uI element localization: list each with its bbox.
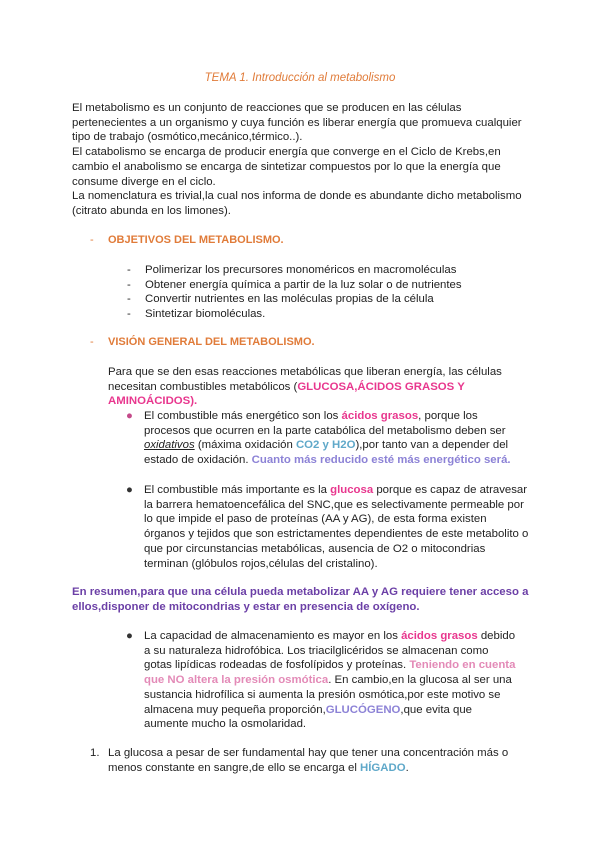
list-number: 1. [90,747,100,759]
text-span: La glucosa a pesar de ser fundamental hay que tener una concentración más o menos constante en sangre,de ello se encarga el [108,747,509,774]
highlight-glucosa: glucosa [330,484,374,496]
bullet-glucose [126,483,530,571]
bullet-storage [126,629,519,732]
heading-dash: - [90,234,94,246]
highlight-reduced: Cuanto más reducido esté más energético será. [251,454,511,467]
heading-objetivos-text: OBJETIVOS DEL METABOLISMO. [108,234,284,246]
list-item: - Convertir nutrientes en las moléculas propias de la célula [127,292,462,307]
bullet-dot: ● [126,630,133,642]
highlight-higado: HÍGADO [360,761,406,774]
intro-paragraph-1: El metabolismo es un conjunto de reacciones que se producen en las células pertenecientes a un organismo y cuya función es liberar energía que promueva cualquier tipo de trabajo (osmótico,mecánico,térmico..). [72,102,522,144]
highlight-glucogeno: GLUCÓGENO [325,703,401,716]
fuel-list-highlight: GLUCOSA,ÁCIDOS GRASOS Y AMINOÁCIDOS). [108,380,465,408]
text-span: Para que se den esas reacciones metabólicas que liberan energía, las células necesitan combustibles metabólicos ( [108,366,502,393]
vision-intro-paragraph [108,365,518,409]
text-span: . [405,761,409,774]
intro-section [72,101,532,219]
summary-paragraph: En resumen,para que una célula pueda metabolizar AA y AG requiere tener acceso a ellos,disponer de mitocondrias y estar en presencia de oxígeno. [72,586,529,613]
highlight-acidos-grasos: ácidos grasos [401,630,478,642]
objetivos-list [127,263,462,322]
bullet-dot: ● [126,410,133,422]
bullet-dot: ● [126,484,133,496]
highlight-co2-h2o: CO2 y H2O [295,439,356,452]
numbered-item-1 [90,746,530,775]
intro-paragraph-2: El catabolismo se encarga de producir energía que converge en el Ciclo de Krebs,en cambio el anabolismo se encarga de sintetizar compuestos por lo que la energía que consume diverge en el ciclo. [72,146,501,188]
list-item: - Polimerizar los precursores monoméricos en macromoléculas [127,263,462,278]
highlight-osmotic: Teniendo en cuenta que NO altera la presión osmótica [144,659,516,687]
text-span: (máxima oxidación [194,439,296,452]
text-span: debido a su naturaleza hidrofóbica. Los triacilglicéridos se almacenan como gotas lipídicas rodeadas de fosfolípidos y proteínas. [144,630,516,672]
bullet-fatty-acids [126,409,524,468]
text-span: porque es capaz de atravesar la barrera hematoencefálica del SNC,que es selectivamente permeable por lo que impide el paso de proteínas (AA y AG), de esta forma existen órganos y tejidos que son estrictamentes dependientes de este metabolito o que por circunstancias metabólicas, ausencia de O2 o mitocondrias terminan (glóbulos rojos,células del cristalino). [144,484,529,570]
heading-objetivos [90,234,284,246]
list-item: - Obtener energía química a partir de la luz solar o de nutrientes [127,278,462,293]
text-span: ,que evita que aumente mucho la osmolaridad. [144,703,472,731]
text-span: La capacidad de almacenamiento es mayor en los [144,630,402,642]
heading-dash: - [90,336,94,348]
intro-paragraph-3: La nomenclatura es trivial,la cual nos informa de donde es abundante dicho metabolismo (citrato abunda en los limones). [72,190,522,217]
underlined-oxidativos: oxidativos [144,439,195,452]
page-title: TEMA 1. Introducción al metabolismo [204,72,396,84]
text-span: , porque los procesos que ocurren en la parte catabólica del metabolismo deben ser [144,410,506,437]
highlight-acidos-grasos: ácidos grasos [341,410,419,422]
list-item: - Sintetizar biomoléculas. [127,307,462,322]
text-span: . En cambio,en la glucosa al ser una sustancia hidrofílica si aumenta la presión osmótica,por este motivo se almacena muy pequeña proporción, [144,674,512,716]
heading-vision-text: VISIÓN GENERAL DEL METABOLISMO. [108,336,315,348]
heading-vision [90,336,315,348]
text-span: ),por tanto van a depender del estado de oxidación. [144,439,509,467]
text-span: El combustible más importante es la [144,484,331,496]
text-span: El combustible más energético son los [144,410,342,422]
